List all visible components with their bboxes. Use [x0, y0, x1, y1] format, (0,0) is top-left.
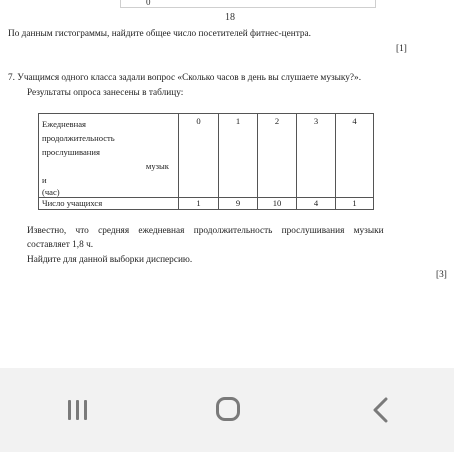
- header-label-line: прослушивания: [42, 147, 100, 157]
- home-icon[interactable]: [210, 396, 250, 426]
- count-cell: 9: [219, 198, 258, 210]
- back-icon[interactable]: [362, 396, 402, 426]
- hours-header-cell: [39, 114, 179, 198]
- header-label-line: музык: [145, 161, 169, 171]
- hours-cell: 2: [258, 114, 297, 198]
- q7-question-line1: 7. Учащимся одного класса задали вопрос «Сколько часов в день вы слушаете музыку?».: [8, 73, 362, 83]
- students-row-label: Число учащихся: [39, 198, 179, 210]
- q7-mark: [3]: [436, 270, 447, 280]
- hours-cell: 4: [336, 114, 374, 198]
- histogram-tick-18: 18: [225, 12, 235, 23]
- q7-question-line2: Результаты опроса занесены в таблицу:: [27, 88, 184, 98]
- hours-row: [39, 114, 374, 198]
- hours-cell: 1: [219, 114, 258, 198]
- q7-info-line1: Известно, что средняя ежедневная продолжительность прослушивания музыки: [27, 226, 384, 236]
- q6-mark: [1]: [396, 44, 407, 54]
- q6-question-text: По данным гистограммы, найдите общее число посетителей фитнес-центра.: [8, 29, 311, 39]
- hours-cell: 3: [297, 114, 336, 198]
- students-row: [39, 198, 374, 210]
- header-label-line: и: [42, 175, 47, 185]
- histogram-tick-zero: 0: [146, 0, 151, 7]
- recent-apps-icon[interactable]: [60, 396, 100, 426]
- count-cell: 4: [297, 198, 336, 210]
- survey-table: [38, 113, 374, 210]
- count-cell: 10: [258, 198, 297, 210]
- q7-info-line2: составляет 1,8 ч.: [27, 240, 94, 250]
- count-cell: 1: [336, 198, 374, 210]
- android-navigation-bar: [0, 368, 454, 452]
- header-label-line: продолжительность: [42, 133, 115, 143]
- header-label-line: (час): [42, 187, 60, 197]
- count-cell: 1: [179, 198, 219, 210]
- histogram-fragment-box: [120, 0, 376, 8]
- hours-cell: 0: [179, 114, 219, 198]
- header-label-line: Ежедневная: [42, 119, 86, 129]
- q7-task-text: Найдите для данной выборки дисперсию.: [27, 255, 193, 265]
